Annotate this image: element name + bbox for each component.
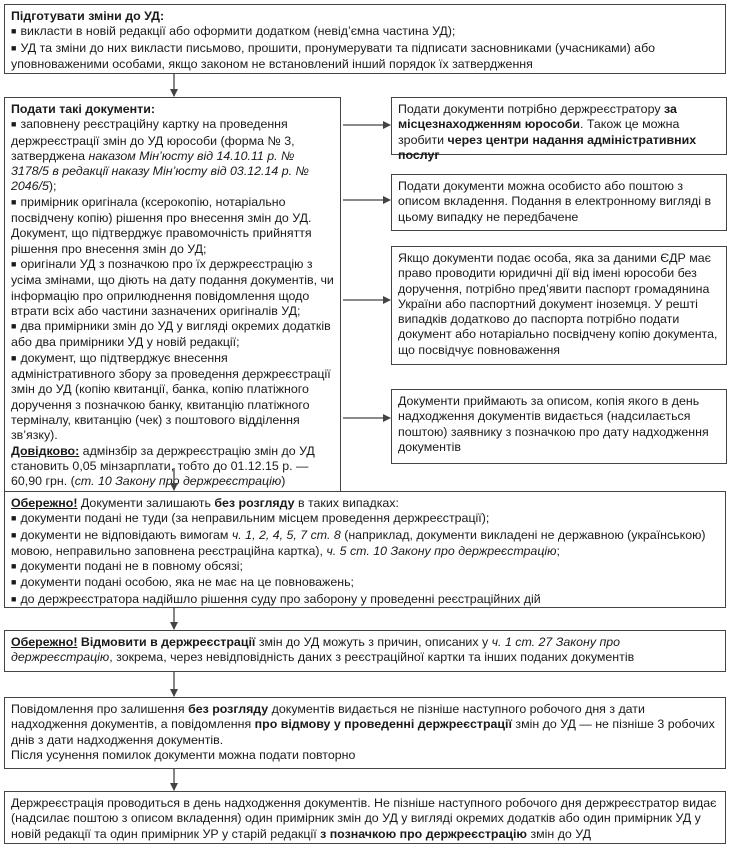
list-item: ■ документи подані не в повному обсязі; xyxy=(11,559,243,574)
side-note-acceptance: Документи приймають за описом, копія якого в день надходження документів видається (надсилається поштою) заявнику з позначкою про дату надходження документів xyxy=(391,389,727,464)
notification-terms: Повідомлення про залишення без розгляду документів видається не пізніше наступного робочого дня з дати надходження документів, а повідомлення про відмову у проведенні держреєстрації змін до УД — не пізніше 3 робочих днів з дати надходження документів. Після усунення помилок документи можна подати повторно xyxy=(4,697,726,769)
bullet-icon: ■ xyxy=(11,352,17,363)
step-title: Подати такі документи: xyxy=(11,102,155,116)
bullet-icon: ■ xyxy=(11,513,17,524)
bullet-icon: ■ xyxy=(11,321,17,332)
step-title: Підготувати зміни до УД: xyxy=(11,9,165,23)
list-item: ■ документи подані особою, яка не має на це повноважень; xyxy=(11,575,354,590)
bullet-icon: ■ xyxy=(11,26,17,37)
list-item: ■ до держреєстратора надійшло рішення суду про заборону у проведенні реєстраційних дій xyxy=(11,591,541,606)
side-note-where-to-submit: Подати документи потрібно держреєстратору за місцезнаходженням юрособи. Також це можна зробити через центри надання адміністративних послуг xyxy=(391,97,727,155)
bullet-icon: ■ xyxy=(11,42,17,53)
bullet-icon: ■ xyxy=(11,196,17,207)
warning-refusal: Обережно! Відмовити в держреєстрації змін до УД можуть з причин, описаних у ч. 1 ст. 27 Закону про держреєстрацію, зокрема, через невідповідність даних з реєстраційної картки та інших поданих документів xyxy=(4,630,726,672)
bullet-icon: ■ xyxy=(11,561,17,572)
bullet-icon: ■ xyxy=(11,119,17,130)
bullet-icon: ■ xyxy=(11,529,17,540)
side-note-how-to-submit: Подати документи можна особисто або поштою з описом вкладення. Подання в електронному вигляді в цьому випадку не передбачене xyxy=(391,174,727,231)
list-item: ■ викласти в новій редакції або оформити додатком (невід’ємна частина УД); xyxy=(11,24,456,39)
bullet-icon: ■ xyxy=(11,258,17,269)
bullet-icon: ■ xyxy=(11,593,17,604)
registration-result: Держреєстрація проводиться в день надходження документів. Не пізніше наступного робочого дня держреєстратор видає (надсилає поштою з описом вкладення) один примірник змін до УД у вигляді окремих додатків або один примірник УД у новій редакції та один примірник УР у старій редакції з позначкою про держреєстрацію змін до УД xyxy=(4,791,726,844)
bullet-icon: ■ xyxy=(11,577,17,588)
list-item: ■ документи подані не туди (за неправильним місцем проведення держреєстрації); xyxy=(11,511,490,526)
list-item: ■ заповнену реєстраційну картку на проведення держреєстрації змін до УД юрособи (форма № 3, затверджена наказом Мін’юсту від 14.10.11 р. № 3178/5 в редакції наказу Мін’юсту від 03.12.14 р. № 2046/5); xyxy=(11,117,309,194)
list-item: ■ оригінали УД з позначкою про їх держреєстрацію з усіма змінами, що діють на дату подання документів, чи інформацію про оприлюднення повідомлення щодо втрати всіх або частини зазначених оригіналів УД; xyxy=(11,256,334,318)
side-note-identity: Якщо документи подає особа, яка за даними ЄДР має право проводити юридичні дії від імені юрособи без доручення, потрібно пред’явити паспорт громадянина України або паспортний документ іноземця. У решті випадків додатково до паспорта потрібно подати документ або нотаріально посвідчену копію документа, що посвідчує повноваження xyxy=(391,246,727,365)
list-item: ■ примірник оригінала (ксерокопію, нотаріально посвідчену копію) рішення про внесення змін до УД. Документ, що підтверджує правомочність прийняття рішення про внесення змін до УД; xyxy=(11,194,312,256)
list-item: ■ документ, що підтверджує внесення адміністративного збору за проведення держреєстрації змін до УД (копію квитанції, банка, копію платіжного доручення з позначкою банку, квитанцію платіжного терміналу, квитанцію (чек) з поштового відділення зв’язку). xyxy=(11,350,331,443)
warning-no-review: Обережно! Документи залишають без розгляду в таких випадках: ■ документи подані не туди (за неправильним місцем проведення держреєстрації); ■ документи не відповідають вимогам ч. 1, 2, 4, 5, 7 ст. 8 (наприклад, документи викладені не державною (українською) мовою, неправильно заповнена реєстраційна картка), ч. 5 ст. 10 Закону про держреєстрацію; ■ документи подані не в повному обсязі; ■ документи подані особою, яка не має на це повноважень; ■ до держреєстратора надійшло рішення суду про заборону у проведенні реєстраційних дій xyxy=(4,491,726,608)
list-item: ■ два примірники змін до УД у вигляді окремих додатків або два примірники УД у новій редакції; xyxy=(11,319,331,350)
list-item: ■ УД та зміни до них викласти письмово, прошити, пронумерувати та підписати засновниками (учасниками) або уповноваженими особами, якщо законом не встановлений інший порядок їх затвердження xyxy=(11,40,656,71)
reference-note: Довідково: адмінзбір за держреєстрацію змін до УД становить 0,05 мінзарплати, тобто до 01.12.15 р. — 60,90 грн. (ст. 10 Закону про держреєстрацію) xyxy=(11,443,315,489)
list-item: ■ документи не відповідають вимогам ч. 1, 2, 4, 5, 7 ст. 8 (наприклад, документи викладені не державною (українською) мовою, неправильно заповнена реєстраційна картка), ч. 5 ст. 10 Закону про держреєстрацію; xyxy=(11,527,706,558)
